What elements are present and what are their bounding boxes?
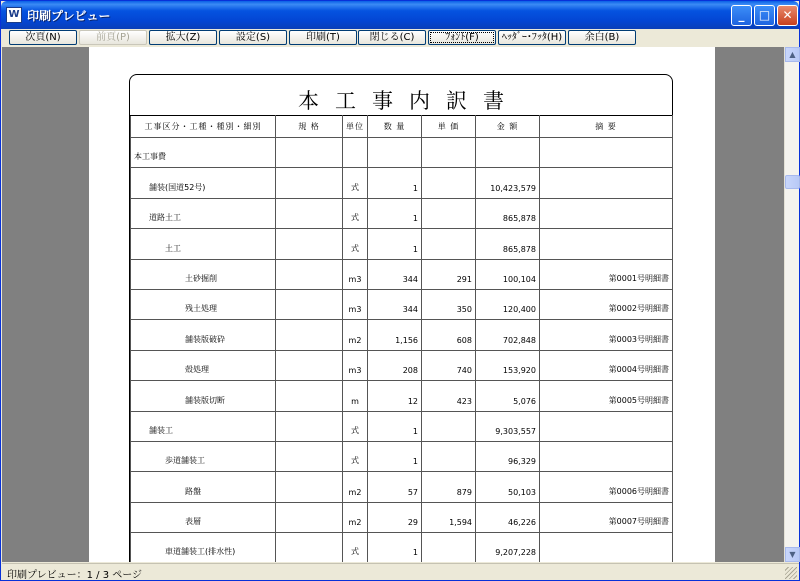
cell-spec <box>276 320 343 350</box>
cell-qty: 1 <box>368 533 422 562</box>
table-row <box>131 168 673 198</box>
cell-name: 残土処理 <box>131 289 276 319</box>
cell-note <box>540 229 673 259</box>
cell-unit: m <box>343 381 368 411</box>
cell-unit: m2 <box>343 472 368 502</box>
cell-price <box>422 411 476 441</box>
vertical-scrollbar[interactable] <box>784 47 799 562</box>
cell-spec <box>276 259 343 289</box>
print-button[interactable]: 印刷(T) <box>289 30 357 45</box>
cell-price: 1,594 <box>422 502 476 532</box>
cell-unit: 式 <box>343 533 368 562</box>
scroll-down-icon[interactable]: ▼ <box>785 547 800 562</box>
cell-note: 第0001号明細書 <box>540 259 673 289</box>
cell-qty: 208 <box>368 350 422 380</box>
table-row <box>131 441 673 471</box>
cell-note: 第0002号明細書 <box>540 289 673 319</box>
cell-price <box>422 168 476 198</box>
cell-price: 423 <box>422 381 476 411</box>
cell-qty: 29 <box>368 502 422 532</box>
cell-unit: 式 <box>343 168 368 198</box>
table-row <box>131 533 673 562</box>
cell-name: 舗装工 <box>131 411 276 441</box>
breakdown-table-wrap <box>130 115 672 562</box>
cell-note: 第0005号明細書 <box>540 381 673 411</box>
cell-note <box>540 198 673 228</box>
maximize-button[interactable]: □ <box>754 5 775 26</box>
cell-name: 道路土工 <box>131 198 276 228</box>
cell-name: 車道舗装工(排水性) <box>131 533 276 562</box>
scroll-up-icon[interactable]: ▲ <box>785 47 800 62</box>
cell-amount: 865,878 <box>476 229 540 259</box>
cell-qty: 57 <box>368 472 422 502</box>
header-qty: 数 量 <box>368 116 422 138</box>
cell-name: 歩道舗装工 <box>131 441 276 471</box>
settings-button[interactable]: 設定(S) <box>219 30 287 45</box>
cell-name: 表層 <box>131 502 276 532</box>
cell-qty: 1 <box>368 441 422 471</box>
cell-note <box>540 441 673 471</box>
cell-price <box>422 198 476 228</box>
cell-amount: 9,303,557 <box>476 411 540 441</box>
zoom-button[interactable]: 拡大(Z) <box>149 30 217 45</box>
margin-button[interactable]: 余白(B) <box>568 30 636 45</box>
preview-toolbar <box>2 29 799 47</box>
cell-unit: 式 <box>343 411 368 441</box>
preview-page <box>89 47 715 562</box>
cell-amount: 5,076 <box>476 381 540 411</box>
cell-qty <box>368 138 422 168</box>
table-row <box>131 350 673 380</box>
cell-amount <box>476 138 540 168</box>
header-amount: 金 額 <box>476 116 540 138</box>
breakdown-table <box>130 115 673 562</box>
cell-note: 第0007号明細書 <box>540 502 673 532</box>
cell-qty: 1 <box>368 229 422 259</box>
cell-amount: 702,848 <box>476 320 540 350</box>
cell-qty: 12 <box>368 381 422 411</box>
cell-qty: 1,156 <box>368 320 422 350</box>
cell-spec <box>276 350 343 380</box>
document-frame <box>129 74 673 562</box>
cell-unit: m3 <box>343 289 368 319</box>
cell-spec <box>276 198 343 228</box>
cell-amount: 10,423,579 <box>476 168 540 198</box>
cell-name: 舗装(国道52号) <box>131 168 276 198</box>
cell-unit: 式 <box>343 198 368 228</box>
cell-spec <box>276 533 343 562</box>
status-text: 印刷プレビュー：1 / 3 ページ <box>7 570 143 581</box>
cell-qty: 1 <box>368 411 422 441</box>
app-logo-icon: W <box>6 7 22 23</box>
cell-spec <box>276 441 343 471</box>
header-price: 単 価 <box>422 116 476 138</box>
header-unit: 単位 <box>343 116 368 138</box>
cell-name: 殻処理 <box>131 350 276 380</box>
title-bar[interactable] <box>1 1 799 29</box>
cell-unit: 式 <box>343 229 368 259</box>
header-footer-button[interactable]: ﾍｯﾀﾞｰ･ﾌｯﾀ(H) <box>498 30 566 45</box>
table-row <box>131 472 673 502</box>
cell-name: 舗装版破砕 <box>131 320 276 350</box>
cell-note <box>540 168 673 198</box>
cell-name: 土工 <box>131 229 276 259</box>
cell-spec <box>276 229 343 259</box>
cell-note: 第0003号明細書 <box>540 320 673 350</box>
prev-page-button[interactable]: 前頁(P) <box>79 30 147 45</box>
cell-unit: m2 <box>343 320 368 350</box>
cell-amount: 865,878 <box>476 198 540 228</box>
cell-name: 路盤 <box>131 472 276 502</box>
cell-amount: 120,400 <box>476 289 540 319</box>
font-button[interactable]: ﾌｫﾝﾄ(F) <box>428 30 496 45</box>
cell-price: 291 <box>422 259 476 289</box>
table-row <box>131 138 673 168</box>
cell-amount: 96,329 <box>476 441 540 471</box>
cell-price <box>422 441 476 471</box>
cell-note: 第0004号明細書 <box>540 350 673 380</box>
cell-note <box>540 411 673 441</box>
cell-amount: 46,226 <box>476 502 540 532</box>
header-name: 工事区分・工種・種別・細別 <box>131 116 276 138</box>
table-header-row <box>131 116 673 138</box>
next-page-button[interactable]: 次頁(N) <box>9 30 77 45</box>
cell-amount: 100,104 <box>476 259 540 289</box>
table-row <box>131 259 673 289</box>
header-spec: 規 格 <box>276 116 343 138</box>
document-title: 本工事内訳書 <box>298 89 520 113</box>
table-row <box>131 198 673 228</box>
cell-unit: m3 <box>343 259 368 289</box>
cell-price: 879 <box>422 472 476 502</box>
table-row <box>131 502 673 532</box>
cell-qty: 1 <box>368 198 422 228</box>
cell-price <box>422 138 476 168</box>
cell-qty: 344 <box>368 259 422 289</box>
cell-spec <box>276 472 343 502</box>
table-row <box>131 229 673 259</box>
cell-amount: 153,920 <box>476 350 540 380</box>
cell-amount: 9,207,228 <box>476 533 540 562</box>
cell-price: 608 <box>422 320 476 350</box>
cell-unit: m3 <box>343 350 368 380</box>
header-note: 摘 要 <box>540 116 673 138</box>
window-title: 印刷プレビュー <box>27 9 111 23</box>
cell-price: 740 <box>422 350 476 380</box>
cell-spec <box>276 168 343 198</box>
cell-price <box>422 533 476 562</box>
cell-price <box>422 229 476 259</box>
table-row <box>131 381 673 411</box>
cell-spec <box>276 502 343 532</box>
cell-amount: 50,103 <box>476 472 540 502</box>
close-window-button[interactable]: ✕ <box>777 5 798 26</box>
resize-grip-icon[interactable] <box>785 567 797 579</box>
cell-name: 本工事費 <box>131 138 276 168</box>
cell-note <box>540 533 673 562</box>
status-bar <box>2 563 799 580</box>
table-row <box>131 411 673 441</box>
cell-name: 舗装版切断 <box>131 381 276 411</box>
cell-price: 350 <box>422 289 476 319</box>
cell-spec <box>276 411 343 441</box>
preview-viewport[interactable] <box>2 47 784 562</box>
cell-unit: 式 <box>343 441 368 471</box>
cell-spec <box>276 138 343 168</box>
cell-note <box>540 138 673 168</box>
close-preview-button[interactable]: 閉じる(C) <box>358 30 426 45</box>
cell-qty: 344 <box>368 289 422 319</box>
cell-spec <box>276 289 343 319</box>
cell-unit: m2 <box>343 502 368 532</box>
scroll-thumb[interactable] <box>785 175 800 189</box>
cell-spec <box>276 381 343 411</box>
table-body <box>131 138 673 563</box>
table-row <box>131 289 673 319</box>
cell-note: 第0006号明細書 <box>540 472 673 502</box>
cell-name: 土砂掘削 <box>131 259 276 289</box>
table-row <box>131 320 673 350</box>
cell-unit <box>343 138 368 168</box>
cell-qty: 1 <box>368 168 422 198</box>
minimize-button[interactable]: _ <box>731 5 752 26</box>
